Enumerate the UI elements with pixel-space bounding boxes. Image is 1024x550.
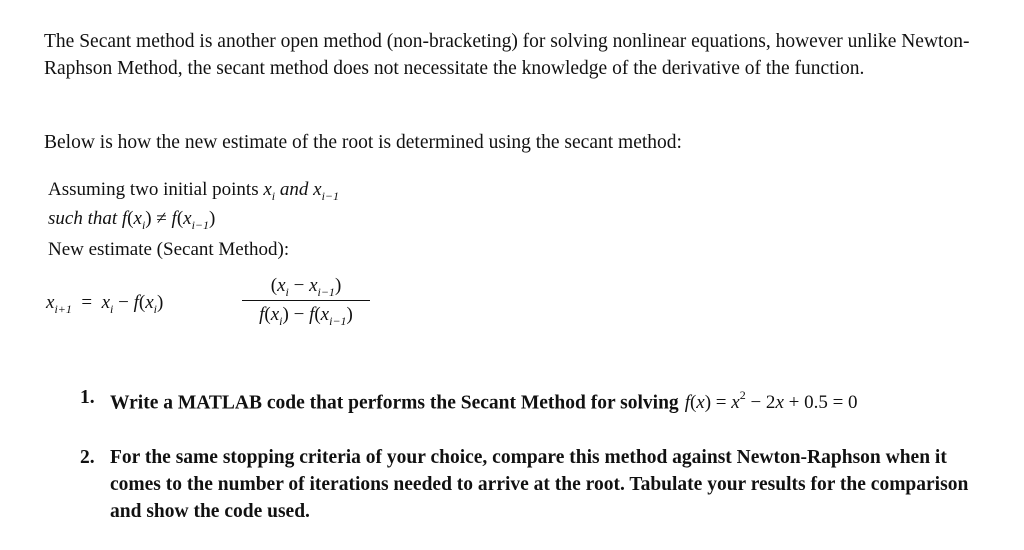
formula-numerator: $(x_i - x_{i-1})$ <box>270 275 342 299</box>
condition-line: such that $f(x_i) \ne f(x_{i-1})$ <box>48 208 216 232</box>
question-text: For the same stopping criteria of your choice, compare this method against Newton-Raphson when it comes to the number of iterations needed to arrive at the root. Tabulate your results for the comparison and show the code used. <box>110 447 969 522</box>
assumption-line: Assuming two initial points $x_i$ and $x_{i-1}$ <box>48 179 340 203</box>
assumption-text: Assuming two initial points <box>48 179 259 200</box>
intro-paragraph: The Secant method is another open method (non-bracketing) for solving nonlinear equations, however unlike Newton-Raphson Method, the secant method does not necessitate the knowledge of the derivative of the function. <box>44 31 970 79</box>
formula-fraction <box>242 274 370 327</box>
question-number: 1. <box>80 387 95 408</box>
condition-text: such that <box>48 208 118 229</box>
equation: $f(x) = x^2 - 2x + 0.5 = 0$ <box>684 388 858 414</box>
estimate-heading: New estimate (Secant Method): <box>48 239 290 260</box>
formula-denominator: $f(x_i) - f(x_{i-1})$ <box>259 304 353 328</box>
question-number: 2. <box>80 447 95 468</box>
formula-lhs: $x_{i+1} = x_i - f(x_i)$ <box>46 292 164 316</box>
question-text: Write a MATLAB code that performs the Secant Method for solving $f(x) = x^2 - 2x + 0.5 = 0$ <box>110 388 858 414</box>
method-intro-paragraph: Below is how the new estimate of the root is determined using the secant method: <box>44 132 682 153</box>
and-word: and <box>279 179 309 200</box>
fraction-bar <box>242 300 370 301</box>
